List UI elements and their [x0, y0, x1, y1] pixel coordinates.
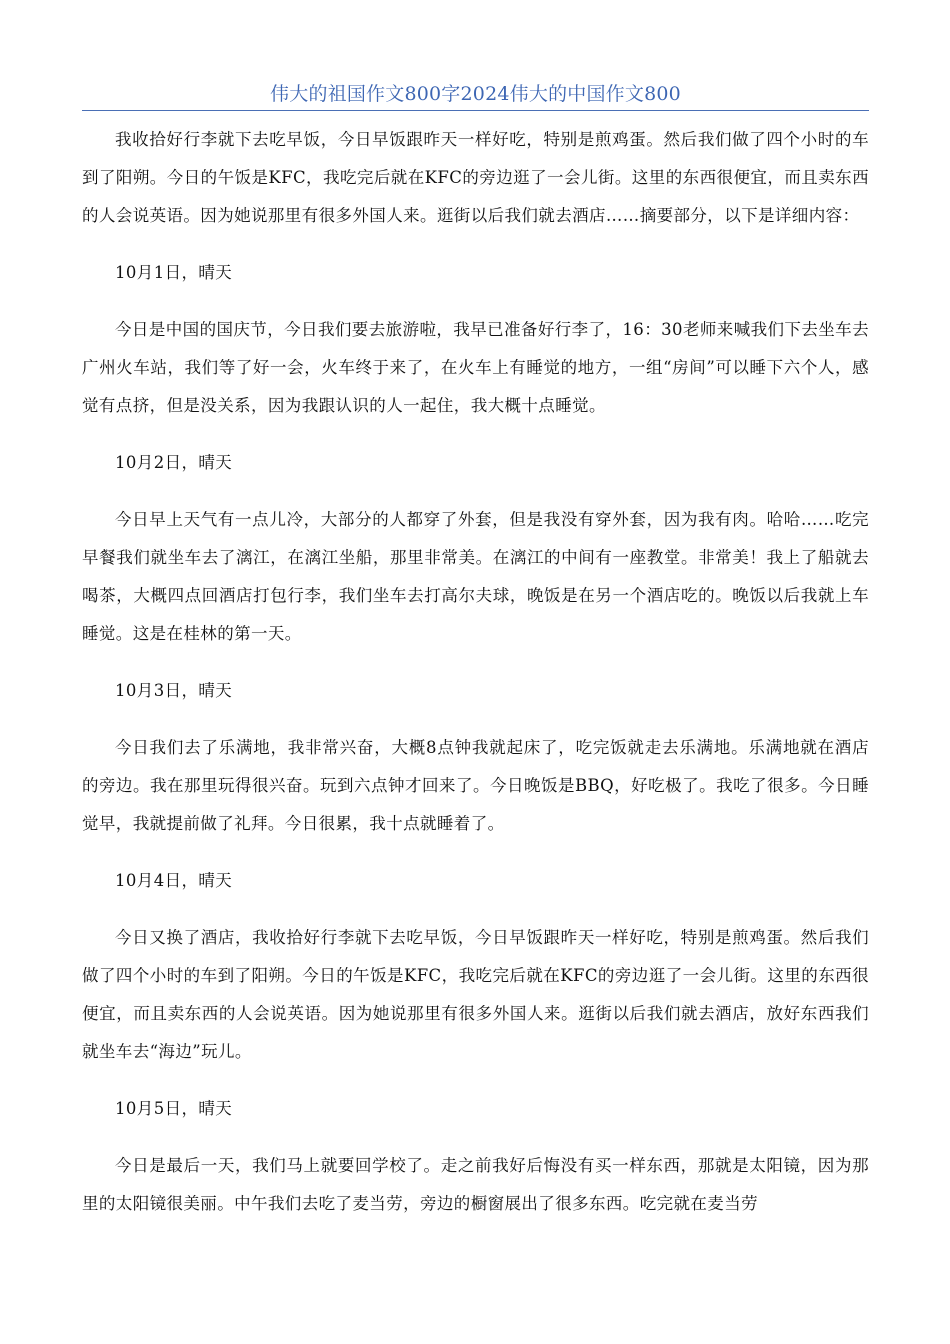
paragraph-gap: [82, 653, 869, 672]
entry-date: 10月4日，晴天: [115, 871, 233, 890]
article-body: [82, 121, 869, 1223]
entry-text: 今日我们去了乐满地，我非常兴奋，大概8点钟我就起床了，吃完饭就走去乐满地。乐满地就在酒店的旁边。我在那里玩得很兴奋。玩到六点钟才回来了。今日晚饭是BBQ，好吃极了。我吃了很多。今日睡觉早，我就提前做了礼拜。今日很累，我十点就睡着了。: [82, 738, 869, 833]
paragraph-gap: [82, 843, 869, 862]
page-title: 伟大的祖国作文800字2024伟大的中国作文800: [270, 83, 681, 105]
paragraph-gap: [82, 900, 869, 919]
entry-date: 10月3日，晴天: [115, 681, 233, 700]
entry-text: 今日又换了酒店，我收拾好行李就下去吃早饭，今日早饭跟昨天一样好吃，特别是煎鸡蛋。然后我们做了四个小时的车到了阳朔。今日的午饭是KFC，我吃完后就在KFC的旁边逛了一会儿街。这里的东西很便宜，而且卖东西的人会说英语。因为她说那里有很多外国人来。逛街以后我们就去酒店，放好东西我们就坐车去“海边”玩儿。: [82, 928, 869, 1061]
paragraph-gap: [82, 710, 869, 729]
entry-text: 今日早上天气有一点儿冷，大部分的人都穿了外套，但是我没有穿外套，因为我有肉。哈哈……吃完早餐我们就坐车去了漓江，在漓江坐船，那里非常美。在漓江的中间有一座教堂。非常美！我上了船就去喝茶，大概四点回酒店打包行李，我们坐车去打高尔夫球，晚饭是在另一个酒店吃的。晚饭以后我就上车睡觉。这是在桂林的第一天。: [82, 510, 869, 643]
entry-date: 10月2日，晴天: [115, 453, 233, 472]
intro-paragraph: 我收拾好行李就下去吃早饭，今日早饭跟昨天一样好吃，特别是煎鸡蛋。然后我们做了四个小时的车到了阳朔。今日的午饭是KFC，我吃完后就在KFC的旁边逛了一会儿街。这里的东西很便宜，而且卖东西的人会说英语。因为她说那里有很多外国人来。逛街以后我们就去酒店……摘要部分，以下是详细内容：: [82, 130, 869, 225]
entry-text: 今日是中国的国庆节，今日我们要去旅游啦，我早已准备好行李了，16：30老师来喊我们下去坐车去广州火车站，我们等了好一会，火车终于来了，在火车上有睡觉的地方，一组“房间”可以睡下六个人，感觉有点挤，但是没关系，因为我跟认识的人一起住，我大概十点睡觉。: [82, 320, 869, 415]
paragraph-gap: [82, 235, 869, 254]
entry-date: 10月1日，晴天: [115, 263, 233, 282]
paragraph-gap: [82, 292, 869, 311]
paragraph-gap: [82, 482, 869, 501]
paragraph-gap: [82, 1128, 869, 1147]
paragraph-gap: [82, 1071, 869, 1090]
entry-text: 今日是最后一天，我们马上就要回学校了。走之前我好后悔没有买一样东西，那就是太阳镜，因为那里的太阳镜很美丽。中午我们去吃了麦当劳，旁边的橱窗展出了很多东西。吃完就在麦当劳: [82, 1156, 869, 1213]
page-header: [82, 80, 869, 111]
entry-date: 10月5日，晴天: [115, 1099, 233, 1118]
paragraph-gap: [82, 425, 869, 444]
